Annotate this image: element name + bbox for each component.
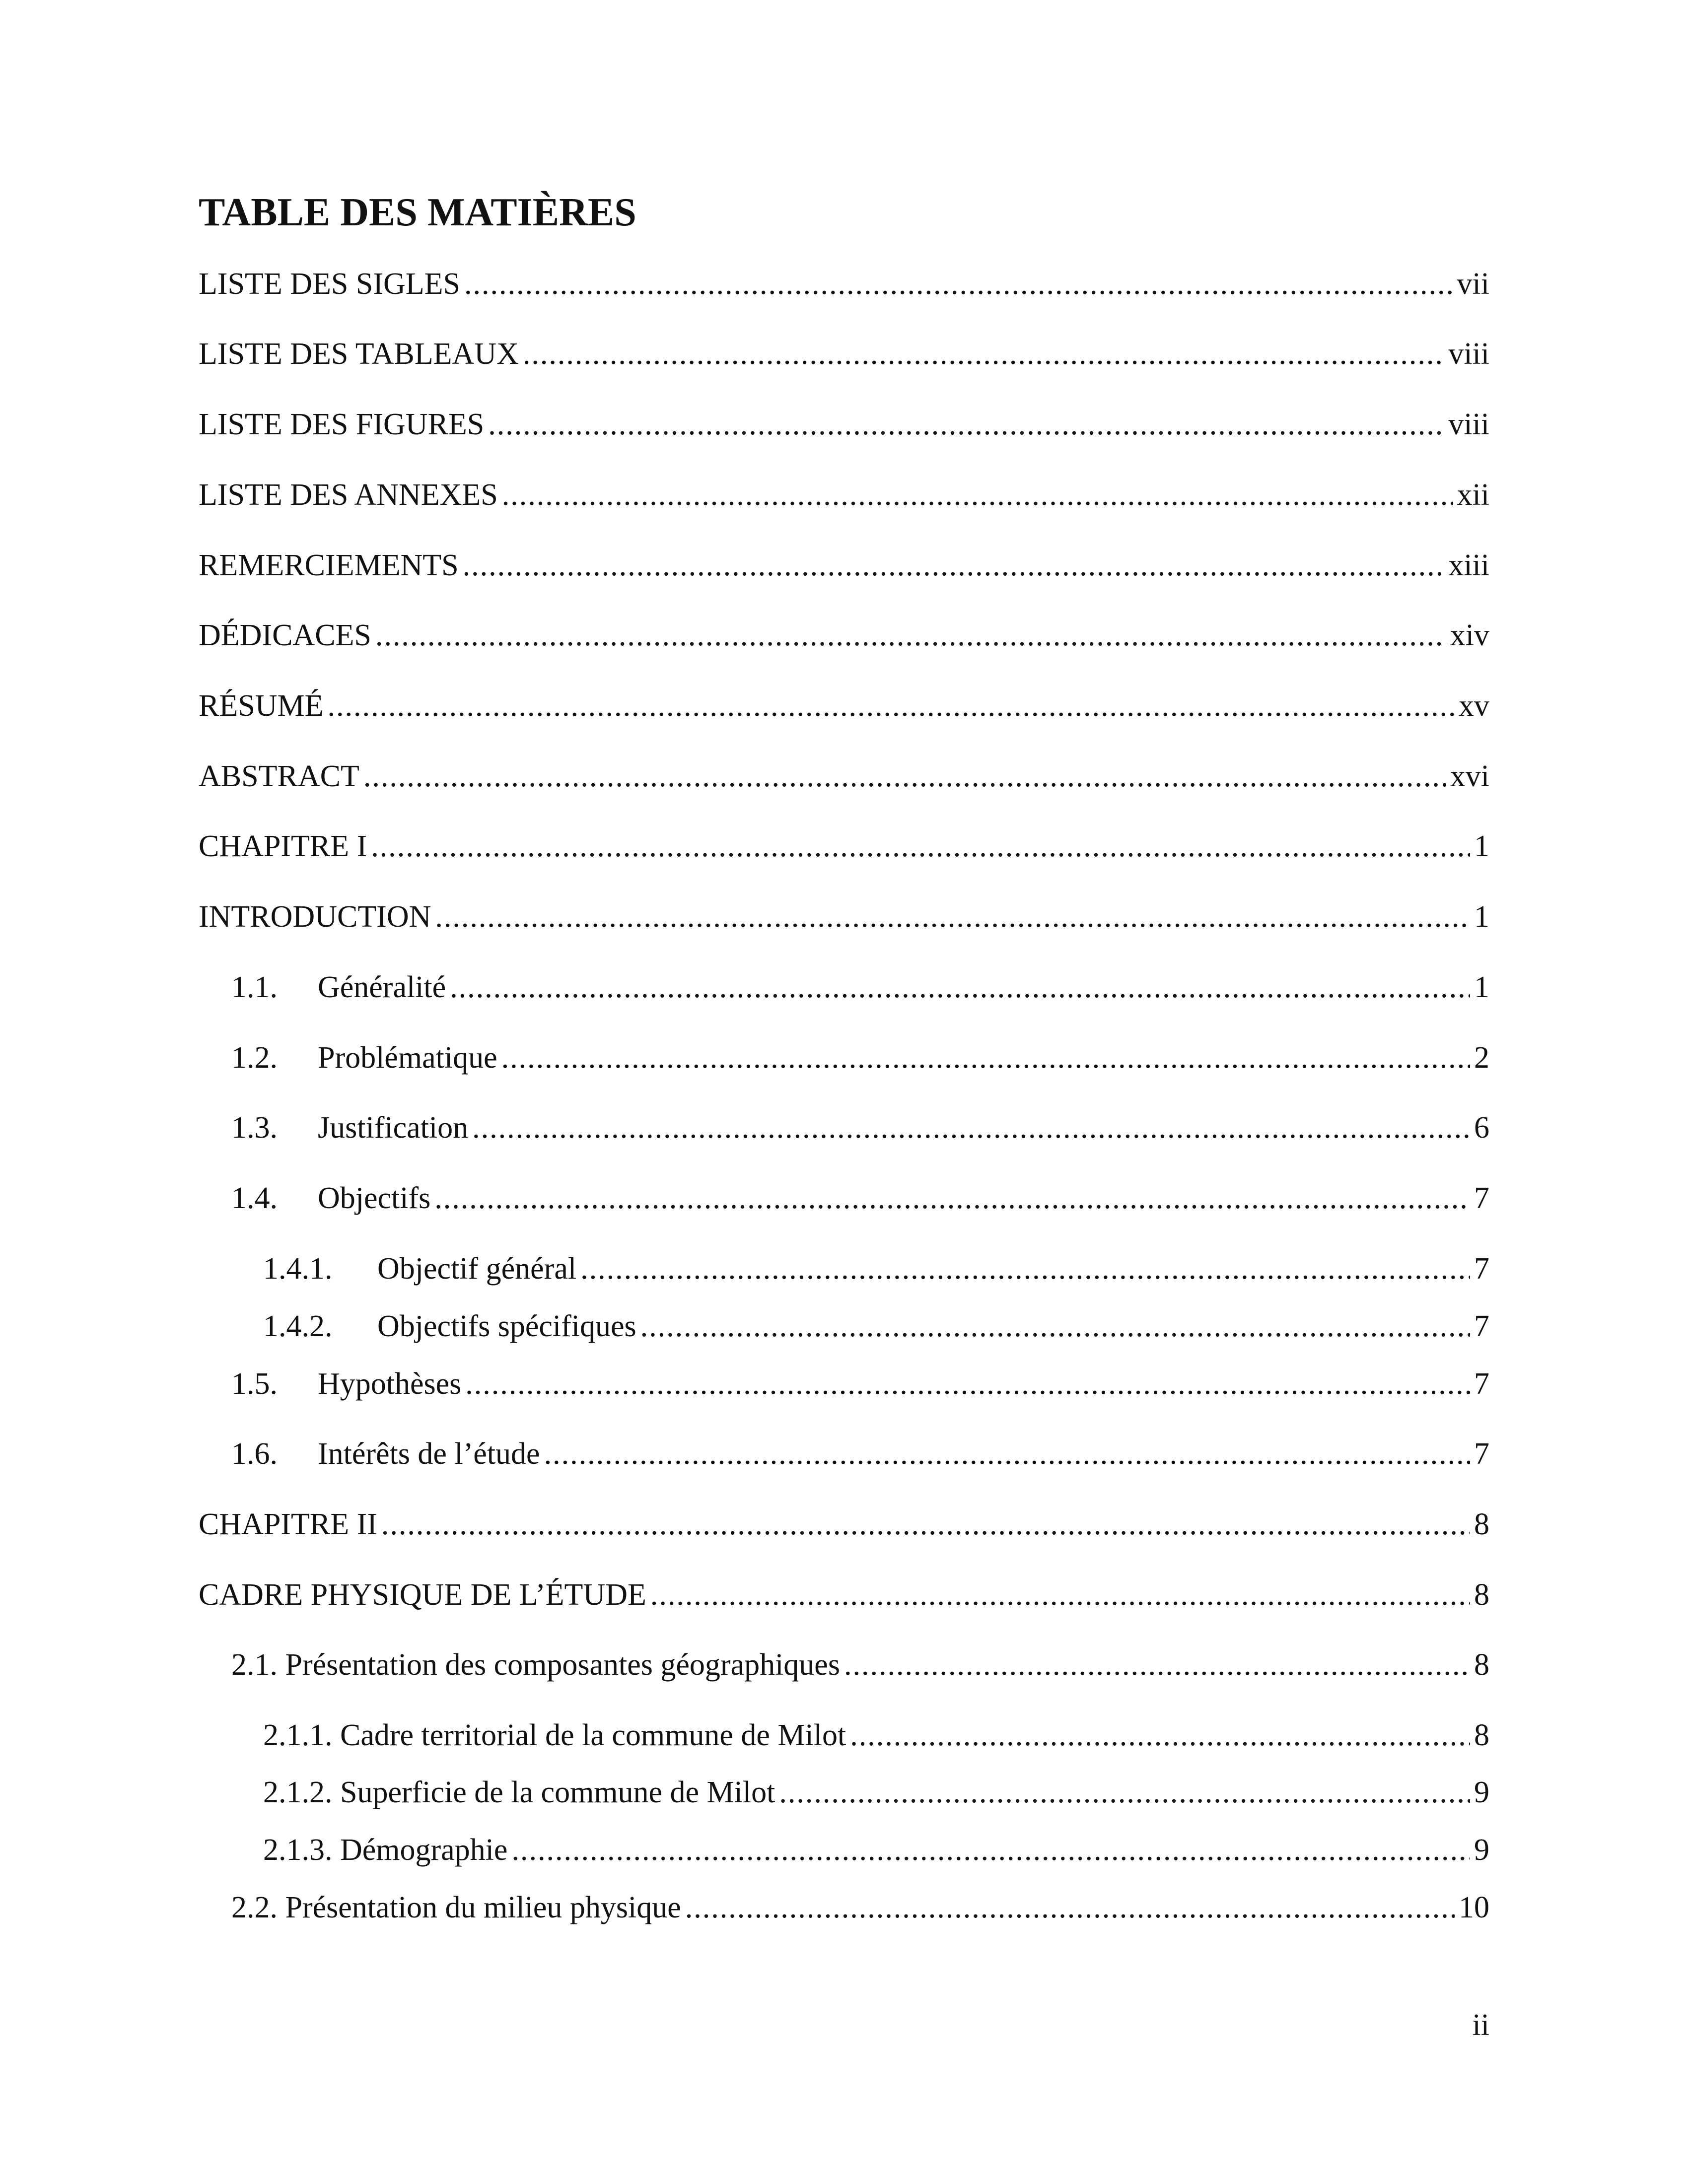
dot-leader — [463, 546, 1445, 585]
toc-entry-label: DÉDICACES — [199, 618, 371, 652]
toc-entry-page: 7 — [1474, 1181, 1489, 1215]
toc-entry-page: 8 — [1474, 1648, 1489, 1682]
toc-entry-page: xiii — [1448, 548, 1489, 582]
page-number: ii — [1472, 2008, 1489, 2042]
toc-entry-label: Justification — [318, 1111, 469, 1145]
toc-entry-number: 1.4. — [231, 1181, 278, 1215]
toc-entry-introduction[interactable] — [199, 897, 1489, 937]
toc-entry-page: 2 — [1474, 1041, 1489, 1075]
toc-entry-page: 9 — [1474, 1775, 1489, 1809]
dot-leader — [685, 1888, 1455, 1927]
toc-entry-dedicaces[interactable] — [199, 615, 1489, 655]
toc-entry-page: 7 — [1474, 1437, 1489, 1471]
dot-leader — [450, 967, 1470, 1007]
dot-leader — [435, 897, 1470, 937]
toc-entry-page: 1 — [1474, 829, 1489, 863]
toc-entry-label: Problématique — [318, 1041, 497, 1075]
toc-entry-label: 2.2. Présentation du milieu physique — [231, 1891, 681, 1924]
dot-leader — [850, 1715, 1470, 1755]
dot-leader — [844, 1645, 1470, 1685]
toc-entry-label: CHAPITRE II — [199, 1507, 377, 1541]
dot-leader — [381, 1504, 1470, 1544]
toc-entry-page: viii — [1448, 408, 1489, 441]
toc-entry-label: Objectifs spécifiques — [377, 1309, 636, 1343]
toc-entry-number: 1.3. — [231, 1111, 278, 1145]
toc-entry-label: INTRODUCTION — [199, 900, 431, 934]
dot-leader — [650, 1575, 1470, 1615]
dot-leader — [327, 686, 1455, 726]
toc-entry-1-5[interactable] — [231, 1364, 1489, 1404]
toc-entry-number: 1.4.2. — [263, 1309, 333, 1343]
toc-entry-page: 8 — [1474, 1578, 1489, 1612]
toc-entry-page: 6 — [1474, 1111, 1489, 1145]
toc-entry-2-1-2[interactable] — [263, 1773, 1489, 1812]
toc-entry-label: 2.1. Présentation des composantes géographiques — [231, 1648, 840, 1682]
toc-entry-number: 1.1. — [231, 970, 278, 1004]
dot-leader — [371, 826, 1470, 866]
toc-entry-remerciements[interactable] — [199, 546, 1489, 585]
dot-leader — [523, 334, 1444, 374]
dot-leader — [580, 1249, 1470, 1289]
toc-entry-label: Hypothèses — [318, 1367, 462, 1401]
toc-entry-label: Objectif général — [377, 1252, 577, 1286]
toc-entry-chapitre-1[interactable] — [199, 826, 1489, 866]
toc-entry-1-4-1[interactable] — [263, 1249, 1489, 1289]
toc-entry-label: 2.1.1. Cadre territorial de la commune de Milot — [263, 1718, 846, 1752]
toc-entry-liste-des-tableaux[interactable] — [199, 334, 1489, 374]
toc-entry-2-1[interactable] — [231, 1645, 1489, 1685]
toc-entry-page: 7 — [1474, 1367, 1489, 1401]
toc-entry-cadre-physique[interactable] — [199, 1575, 1489, 1615]
toc-entry-label: Objectifs — [318, 1181, 431, 1215]
toc-entry-label: Généralité — [318, 970, 446, 1004]
toc-entry-liste-des-annexes[interactable] — [199, 475, 1489, 515]
toc-entry-1-4-2[interactable] — [263, 1306, 1489, 1346]
toc-entry-1-6[interactable] — [231, 1434, 1489, 1474]
toc-entry-2-1-3[interactable] — [263, 1830, 1489, 1870]
toc-entry-liste-des-figures[interactable] — [199, 405, 1489, 444]
toc-entry-page: 1 — [1474, 900, 1489, 934]
toc-entry-page: 10 — [1459, 1891, 1489, 1924]
toc-entry-number: 1.4.1. — [263, 1252, 333, 1286]
dot-leader — [472, 1108, 1470, 1148]
toc-entry-page: xiv — [1450, 618, 1489, 652]
toc-entry-page: 1 — [1474, 970, 1489, 1004]
toc-entry-1-1[interactable] — [231, 967, 1489, 1007]
toc-entry-page: xii — [1457, 478, 1489, 512]
toc-entry-page: xvi — [1450, 759, 1489, 793]
toc-entry-page: viii — [1448, 337, 1489, 371]
toc-entry-page: 9 — [1474, 1833, 1489, 1867]
toc-entry-label: 2.1.2. Superficie de la commune de Milot — [263, 1775, 775, 1809]
toc-entry-liste-des-sigles[interactable] — [199, 264, 1489, 304]
toc-entry-label: 2.1.3. Démographie — [263, 1833, 508, 1867]
toc-entry-chapitre-2[interactable] — [199, 1504, 1489, 1544]
toc-entry-resume[interactable] — [199, 686, 1489, 726]
dot-leader — [640, 1306, 1470, 1346]
dot-leader — [488, 405, 1444, 444]
dot-leader — [501, 1038, 1470, 1078]
toc-entry-label: CADRE PHYSIQUE DE L’ÉTUDE — [199, 1578, 646, 1612]
dot-leader — [465, 1364, 1470, 1404]
toc-entry-2-2[interactable] — [231, 1888, 1489, 1927]
toc-entry-number: 1.6. — [231, 1437, 278, 1471]
dot-leader — [544, 1434, 1470, 1474]
dot-leader — [363, 756, 1446, 796]
dot-leader — [434, 1178, 1470, 1218]
toc-entry-page: 7 — [1474, 1309, 1489, 1343]
toc-entry-label: REMERCIEMENTS — [199, 548, 459, 582]
toc-entry-abstract[interactable] — [199, 756, 1489, 796]
toc-entry-page: 8 — [1474, 1507, 1489, 1541]
page-title: TABLE DES MATIÈRES — [199, 191, 636, 234]
toc-entry-number: 1.2. — [231, 1041, 278, 1075]
toc-entry-1-3[interactable] — [231, 1108, 1489, 1148]
toc-entry-page: 7 — [1474, 1252, 1489, 1286]
toc-entry-label: Intérêts de l’étude — [318, 1437, 540, 1471]
dot-leader — [375, 615, 1446, 655]
toc-entry-page: xv — [1459, 689, 1489, 723]
toc-entry-1-2[interactable] — [231, 1038, 1489, 1078]
dot-leader — [779, 1773, 1470, 1812]
toc-entry-label: CHAPITRE I — [199, 829, 367, 863]
toc-entry-label: ABSTRACT — [199, 759, 359, 793]
toc-entry-label: LISTE DES ANNEXES — [199, 478, 498, 512]
dot-leader — [502, 475, 1453, 515]
toc-entry-label: LISTE DES FIGURES — [199, 408, 485, 441]
toc-entry-label: LISTE DES SIGLES — [199, 267, 460, 301]
toc-entry-number: 1.5. — [231, 1367, 278, 1401]
toc-entry-1-4[interactable] — [231, 1178, 1489, 1218]
toc-entry-2-1-1[interactable] — [263, 1715, 1489, 1755]
dot-leader — [511, 1830, 1470, 1870]
toc-entry-label: RÉSUMÉ — [199, 689, 324, 723]
dot-leader — [464, 264, 1453, 304]
toc-entry-label: LISTE DES TABLEAUX — [199, 337, 519, 371]
toc-entry-page: vii — [1457, 267, 1489, 301]
toc-entry-page: 8 — [1474, 1718, 1489, 1752]
